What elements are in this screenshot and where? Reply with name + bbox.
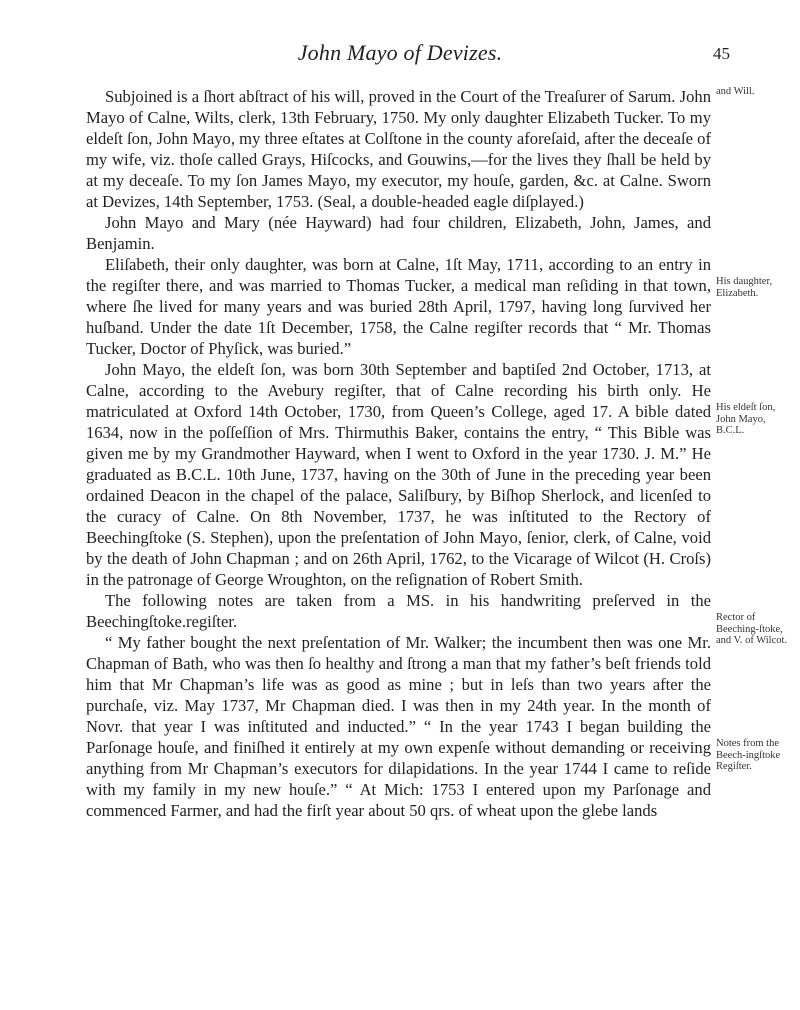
paragraph-ms-notes-intro: The following notes are taken from a MS. in his handwriting preſerved in the Beechingſtoke.regiſter. [86,591,711,631]
margin-note-will: and Will. [716,86,755,97]
running-head-title: John Mayo of Devizes. [297,40,503,65]
margin-note-register: Notes from the Beech-ingſtoke Regiſter. [716,738,781,772]
body-text [86,86,711,821]
paragraph-will-abstract: Subjoined is a ſhort abſtract of his will, proved in the Court of the Treaſurer of Sarum. John Mayo of Calne, Wilts, clerk, 13th February, 1750. My only daughter Elizabeth Tucker. To my eldeſt ſon, John Mayo, my three eſtates at Colſtone in the county aforeſaid, after the deceaſe of my wife, viz. thoſe called Grays, Hiſcocks, and Gouwins,—for the lives they ſhall be held by at my deceaſe. To my ſon James Mayo, my executor, my houſe, garden, &c. at Calne. Sworn at Devizes, 14th September, 1753. (Seal, a double-headed eagle diſplayed.) [86,87,711,211]
page-number: 45 [713,44,730,63]
page-header [0,40,800,70]
margin-note-eldest-son: His eldeſt ſon, John Mayo, B.C.L. [716,402,776,436]
margin-note-rector: Rector of Beeching-ſtoke, and V. of Wilcot. [716,612,788,646]
margin-note-daughter: His daughter, Elizabeth. [716,276,773,299]
paragraph-john-mayo: John Mayo, the eldeſt ſon, was born 30th September and baptiſed 2nd October, 1713, at Calne, according to the Avebury regiſter, that of Calne recording his birth only. He matriculated at Oxford 14th October, 1730, from Queen’s College, aged 17. A bible dated 1634, now in the poſſeſſion of Mrs. Thirmuthis Baker, contains the entry, “ This Bible was given me by my Grandmother Hayward, when I went to Oxford in the year 1730. J. M.” He graduated as B.C.L. 10th June, 1737, having on the 30th of June in the preceding year been ordained Deacon in the chapel of the palace, Saliſbury, by Biſhop Sherlock, and licenſed to the curacy of Calne. On 8th November, 1737, he was inſtituted to the Rectory of Beechingſtoke (S. Stephen), upon the preſentation of John Mayo, ſenior, clerk, of Calne, void by the death of John Chapman ; and on 26th April, 1762, to the Vicarage of Wilcot (H. Croſs) in the patronage of George Wroughton, on the reſignation of Robert Smith. [86,360,711,589]
paragraph-elisabeth: Eliſabeth, their only daughter, was born at Calne, 1ſt May, 1711, according to an entry in the regiſter there, and was married to Thomas Tucker, a medical man reſiding in that town, where ſhe lived for many years and was buried 28th April, 1797, having long ſurvived her huſband. Under the date 1ſt December, 1758, the Calne regiſter records that “ Mr. Thomas Tucker, Doctor of Phyſick, was buried.” [86,255,711,358]
paragraph-children: John Mayo and Mary (née Hayward) had four children, Elizabeth, John, James, and Benjamin. [86,213,711,253]
paragraph-quoted-notes: “ My father bought the next preſentation of Mr. Walker; the incumbent then was one Mr. Chapman of Bath, who was then ſo healthy and ſtrong a man that my father’s beſt friends told him that Mr Chapman’s life was as good as mine ; but in leſs than two years after the purchaſe, viz. May 1737, Mr Chapman died. I was then in my 24th year. In the month of Novr. that year I was inſtituted and inducted.” “ In the year 1743 I began building the Parſonage houſe, and finiſhed it entirely at my own expenſe without demanding or receiving anything from Mr Chapman’s executors for dilapidations. In the year 1744 I came to reſide with my family in my new houſe.” “ At Mich: 1753 I entered upon my Parſonage and commenced Farmer, and had the firſt year about 50 qrs. of wheat upon the glebe lands [86,633,711,820]
